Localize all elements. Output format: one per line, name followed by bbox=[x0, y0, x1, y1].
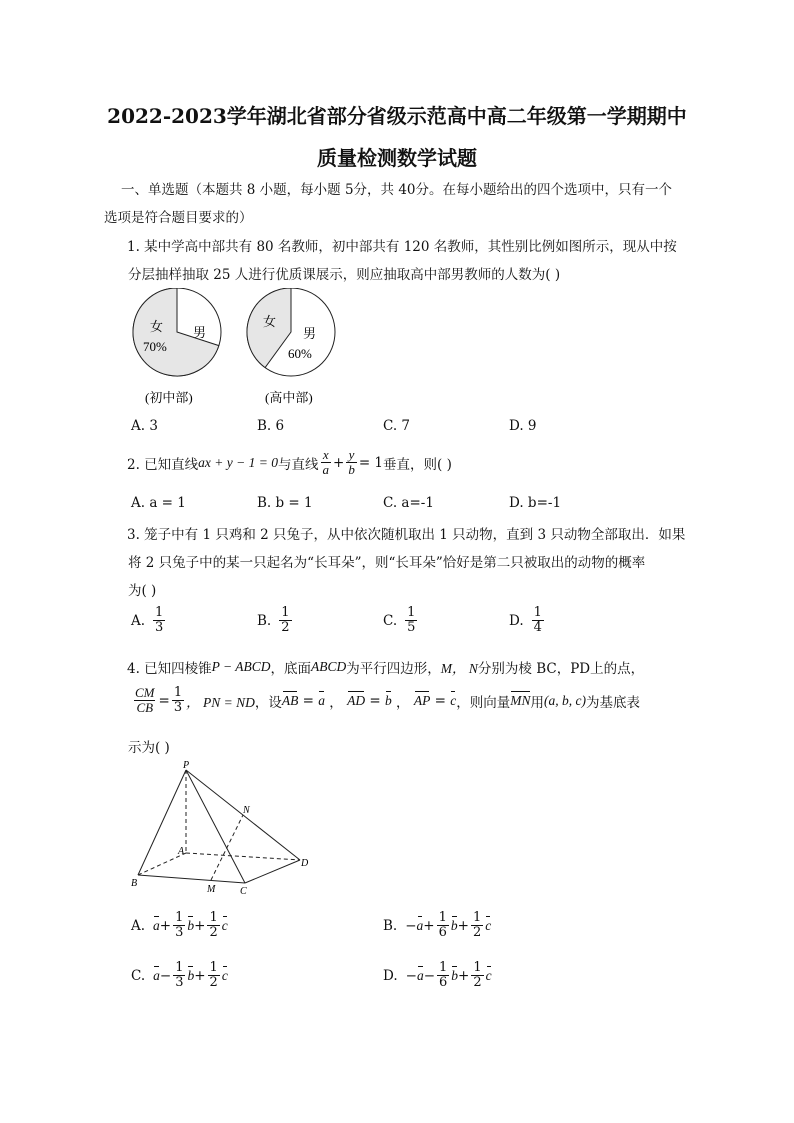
q4-stem-line1: 4. 已知四棱锥 P − ABCD ，底面 ABCD 为平行四边形， M， N 分别为棱 BC，PD上的点， bbox=[127, 659, 645, 677]
vector-c: c bbox=[450, 692, 457, 708]
vertex-b-label: B bbox=[131, 878, 138, 889]
point-m-label: M bbox=[207, 884, 216, 895]
q2-line1-equation: ax + y − 1 = 0 bbox=[198, 454, 278, 470]
q2-frac-y-over-b: $\frac{y}{b}$ bbox=[348, 447, 355, 477]
section1-header-line2: 选项是符合题目要求的） bbox=[104, 210, 253, 226]
q2-mid: 与直线 bbox=[278, 456, 319, 473]
exam-title-line1: 2022-2023学年湖北省部分省级示范高中高二年级第一学期期中 bbox=[107, 104, 687, 128]
q1-choice-b[interactable]: B. 6 bbox=[257, 418, 285, 434]
q2-choice-a[interactable]: A. a = 1 bbox=[131, 495, 186, 511]
q4-choice-b[interactable]: B. − a + $\frac{1}{6}$ b + $\frac{1}{2}$ c bbox=[383, 910, 492, 940]
q2-choice-c[interactable]: C. a=-1 bbox=[383, 495, 434, 511]
q4-choice-a[interactable]: A. a + $\frac{1}{3}$ b + $\frac{1}{2}$ c bbox=[131, 910, 228, 940]
pie-junior-female-label: 女 bbox=[150, 319, 164, 334]
q1-pie-charts bbox=[125, 288, 355, 410]
q2-plus: + bbox=[333, 454, 345, 471]
vertex-c-label: C bbox=[240, 886, 247, 897]
q4-choice-c[interactable]: C. a − $\frac{1}{3}$ b + $\frac{1}{2}$ c bbox=[131, 960, 228, 990]
pie-senior-male-pct: 60% bbox=[288, 346, 312, 361]
q4-pyramid-figure bbox=[128, 758, 318, 898]
pie-senior bbox=[247, 288, 335, 405]
q4-stem-line2: $\frac{CM}{CB}$ = $\frac{1}{3}$ ， PN = ND ，设 AB = a ， AD = b ， AP = c ，则向量 MN 用 (a, b, c) 为基底表 bbox=[135, 685, 640, 715]
point-n-label: N bbox=[243, 805, 250, 816]
q2-frac-x-over-a: $\frac{x}{a}$ bbox=[322, 447, 329, 477]
q1-stem-line1: 1. 某中学高中部共有 80 名教师，初中部共有 120 名教师，其性别比例如图所示，现从中按 bbox=[127, 239, 677, 255]
q3-choice-c[interactable]: C. $\frac{1}{5}$ bbox=[383, 605, 416, 635]
q3-stem-line3: 为( ) bbox=[128, 583, 157, 599]
q2-choice-d[interactable]: D. b=-1 bbox=[509, 495, 562, 511]
vector-ad: AD bbox=[347, 692, 366, 708]
q3-stem-line1: 3. 笼子中有 1 只鸡和 2 只兔子，从中依次随机取出 1 只动物，直到 3 只动物全部取出．如果 bbox=[127, 527, 686, 543]
pie-junior-caption: (初中部) bbox=[145, 390, 193, 405]
q1-stem-line2: 分层抽样抽取 25 人进行优质课展示，则应抽取高中部男教师的人数为( ) bbox=[128, 267, 561, 283]
vertex-p-label: P bbox=[183, 760, 190, 771]
q3-choice-a[interactable]: A. $\frac{1}{3}$ bbox=[131, 605, 164, 635]
pie-senior-female-label: 女 bbox=[263, 314, 277, 329]
vertex-d-label: D bbox=[301, 858, 309, 869]
q1-choice-a[interactable]: A. 3 bbox=[131, 418, 158, 434]
q4-frac-one-third: $\frac{1}{3}$ bbox=[173, 685, 183, 715]
exam-title-line2: 质量检测数学试题 bbox=[317, 146, 477, 170]
q2-stem bbox=[127, 448, 452, 477]
vector-ap: AP bbox=[413, 692, 431, 708]
q4-stem-line3: 示为( ) bbox=[128, 740, 170, 756]
q4-choice-d[interactable]: D. − a − $\frac{1}{6}$ b + $\frac{1}{2}$ c bbox=[383, 960, 492, 990]
q3-choice-b[interactable]: B. $\frac{1}{2}$ bbox=[257, 605, 290, 635]
q1-choice-c[interactable]: C. 7 bbox=[383, 418, 411, 434]
q4-basis: (a, b, c) bbox=[544, 692, 586, 708]
q2-suffix: 垂直，则( ) bbox=[383, 456, 452, 473]
q2-eq-tail: = 1 bbox=[358, 454, 384, 471]
pie-senior-male-label: 男 bbox=[303, 326, 317, 341]
vertex-a-label: A bbox=[178, 846, 185, 857]
pie-junior bbox=[133, 288, 221, 405]
pie-senior-caption: (高中部) bbox=[265, 390, 313, 405]
pie-junior-male-label: 男 bbox=[193, 325, 207, 340]
vector-b: b bbox=[385, 692, 392, 708]
q1-choice-d[interactable]: D. 9 bbox=[509, 418, 537, 434]
q2-choice-b[interactable]: B. b = 1 bbox=[257, 495, 313, 511]
vector-ab: AB bbox=[281, 692, 299, 708]
vector-a: a bbox=[318, 692, 325, 708]
q2-prefix: 2. 已知直线 bbox=[127, 456, 199, 473]
pie-junior-female-pct: 70% bbox=[143, 339, 167, 354]
vector-mn: MN bbox=[510, 692, 531, 708]
q4-frac-cm-cb: $\frac{CM}{CB}$ bbox=[135, 685, 155, 715]
q3-choice-d[interactable]: D. $\frac{1}{4}$ bbox=[509, 605, 542, 635]
section1-header-line1: 一、单选题（本题共 8 小题，每小题 5分，共 40分。在每小题给出的四个选项中，只有一个 bbox=[121, 182, 673, 198]
q3-stem-line2: 将 2 只兔子中的某一只起名为“长耳朵”，则“长耳朵”恰好是第二只被取出的动物的概率 bbox=[128, 555, 646, 571]
